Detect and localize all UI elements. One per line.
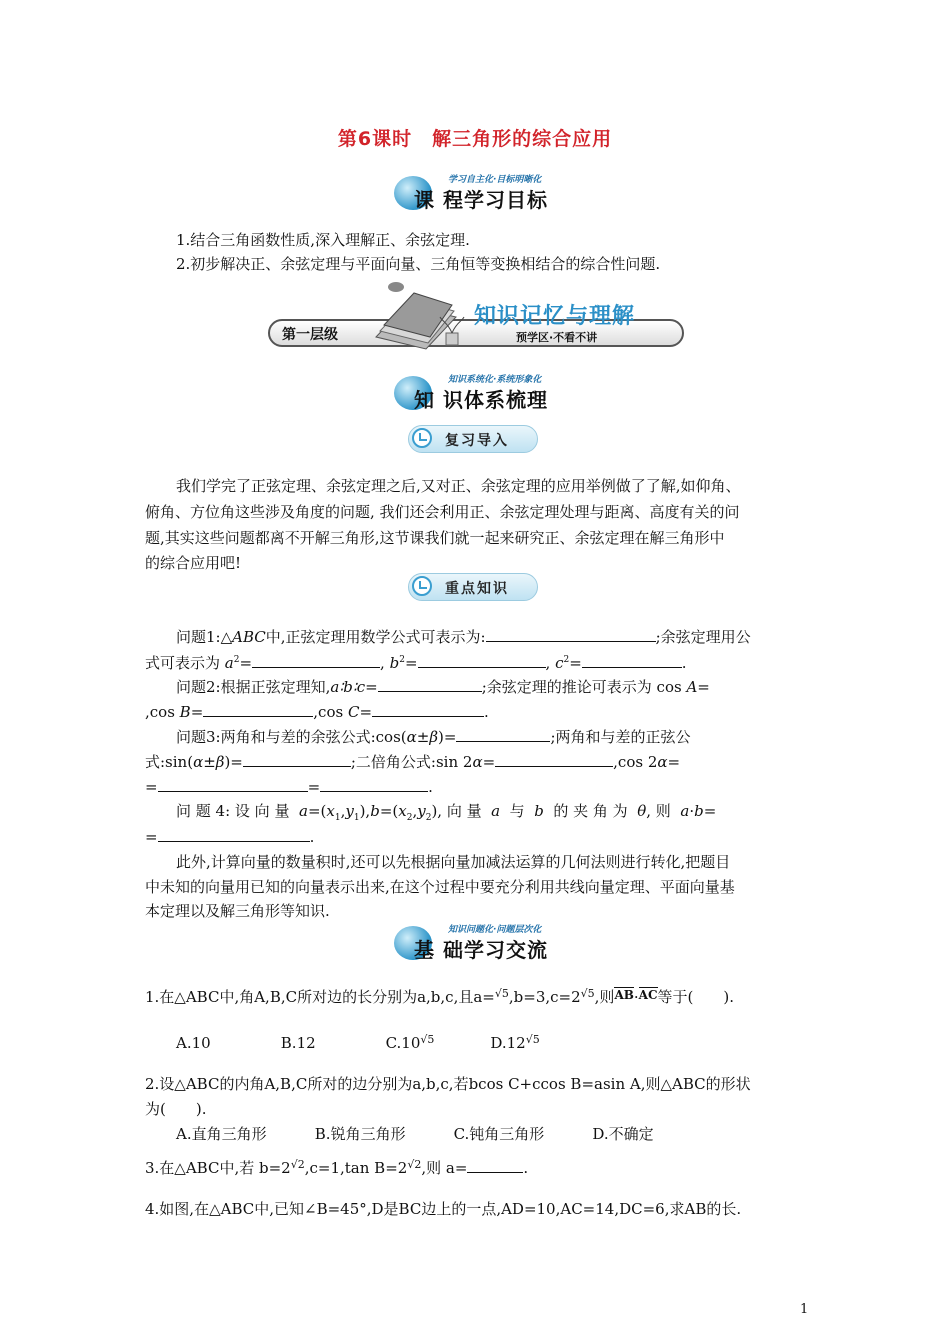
goal-2: 2.初步解决正、余弦定理与平面向量、三角恒等变换相结合的综合性问题. — [176, 255, 661, 273]
intro-line: 我们学完了正弦定理、余弦定理之后,又对正、余弦定理的应用举例做了了解,如仰角、 — [176, 477, 741, 495]
plant-icon — [438, 313, 466, 347]
intro-line: 的综合应用吧! — [145, 554, 242, 572]
question-2-line1: 问题2:根据正弦定理知,a∶b∶c= ;余弦定理的推论可表示为 cos A= — [176, 678, 710, 696]
blank[interactable] — [378, 676, 482, 692]
option-d[interactable]: D.不确定 — [592, 1125, 654, 1143]
question-3-line2: 式:sin(α±β)= ;二倍角公式:sin 2α= ,cos 2α= — [145, 753, 681, 771]
blank[interactable] — [418, 652, 546, 668]
blank[interactable] — [582, 652, 682, 668]
question-2-line2: ,cos B= ,cos C= . — [145, 703, 489, 721]
problem-2-options — [176, 1124, 692, 1144]
question-4-line2: = . — [145, 828, 315, 846]
option-a[interactable]: A.直角三角形 — [176, 1125, 267, 1143]
section-title: 基 础学习交流 — [414, 938, 548, 962]
note-line: 本定理以及解三角形等知识. — [145, 902, 330, 920]
note-line: 此外,计算向量的数量积时,还可以先根据向量加减法运算的几何法则进行转化,把题目 — [176, 853, 731, 871]
blank[interactable] — [495, 751, 613, 767]
pill-review: 复习导入 — [408, 425, 538, 453]
section-header-basic: 知识问题化·问题层次化 基 础学习交流 — [388, 922, 588, 964]
banner-subtitle: 预学区·不看不讲 — [516, 331, 598, 344]
option-d[interactable]: $D.12^{√5}$ — [490, 1033, 540, 1052]
blank[interactable] — [243, 751, 351, 767]
problem-4: 4.如图,在△ABC中,已知∠B=45°,D是BC边上的一点,AD=10,AC=14,DC=6,求AB的长. — [145, 1200, 742, 1218]
page-title: 第6课时 解三角形的综合应用 — [337, 128, 613, 150]
problem-1-options — [176, 1030, 590, 1053]
option-c[interactable]: C.钝角三角形 — [453, 1125, 545, 1143]
note-line: 中未知的向量用已知的向量表示出来,在这个过程中要充分利用共线向量定理、平面向量基 — [145, 878, 735, 896]
blank[interactable] — [158, 776, 308, 792]
question-3-line3: = = . — [145, 778, 433, 796]
blank[interactable] — [456, 726, 550, 742]
intro-line: 题,其实这些问题都离不开解三角形,这节课我们就一起来研究正、余弦定理在解三角形中 — [145, 529, 725, 547]
blank[interactable] — [467, 1157, 523, 1173]
section-header-goals: 学习自主化·目标明晰化 课 程学习目标 — [388, 172, 588, 214]
level-label: 第一层级 — [282, 327, 338, 343]
problem-1: 1.在△ABC中,角A,B,C所对边的长分别为a,b,c,且$a=^{√5},b=3,c=2^{√5}$,则$^{AB}$·$^{AC}$等于( ). — [145, 987, 735, 1006]
question-3-line1: 问题3:两角和与差的余弦公式:cos(α±β)= ;两角和与差的正弦公 — [176, 728, 691, 746]
section-title: 知 识体系梳理 — [414, 388, 548, 412]
question-1-line1: 问题1:△ABC中,正弦定理用数学公式可表示为: ;余弦定理用公 — [176, 628, 751, 646]
section-title: 课 程学习目标 — [414, 188, 548, 212]
option-b[interactable]: B.锐角三角形 — [314, 1125, 406, 1143]
goal-1: 1.结合三角函数性质,深入理解正、余弦定理. — [176, 231, 470, 249]
page-number: 1 — [800, 1302, 809, 1317]
blank[interactable] — [320, 776, 428, 792]
problem-2-line1: 2.设△ABC的内角A,B,C所对的边分别为a,b,c,若bcos C+ccos B=asin A,则△ABC的形状 — [145, 1075, 751, 1093]
blank[interactable] — [372, 701, 484, 717]
clock-icon — [412, 576, 432, 596]
blank[interactable] — [158, 826, 310, 842]
pill-key: 重点知识 — [408, 573, 538, 601]
clock-icon — [412, 428, 432, 448]
option-c[interactable]: $C.10^{√5}$ — [385, 1033, 435, 1052]
blank[interactable] — [203, 701, 313, 717]
question-1-line2: 式可表示为 $a^2=$ , $b^2=$ , $c^2=$ . — [145, 654, 687, 672]
blank[interactable] — [252, 652, 380, 668]
question-4-line1: 问 题 4: 设 向 量 $a=(x_1,y_1),b=(x_2,y_2)$, 向 量 a 与 b 的 夹 角 为 θ, 则 a·b= — [176, 802, 717, 823]
blank[interactable] — [486, 626, 656, 642]
option-b[interactable]: B.12 — [280, 1034, 316, 1052]
section-header-system: 知识系统化·系统形象化 知 识体系梳理 — [388, 372, 588, 414]
banner-title: 知识记忆与理解 — [474, 304, 636, 329]
problem-3: 3.在△ABC中,若 $b=2^{√2},c=1,\tan$ $B=2^{√2}$,则 a= . — [145, 1158, 529, 1177]
problem-2-line2: 为( ). — [145, 1100, 207, 1118]
intro-line: 俯角、方位角这些涉及角度的问题, 我们还会利用正、余弦定理处理与距离、高度有关的问 — [145, 503, 740, 521]
option-a[interactable]: A.10 — [176, 1034, 211, 1052]
level-banner — [268, 277, 684, 355]
